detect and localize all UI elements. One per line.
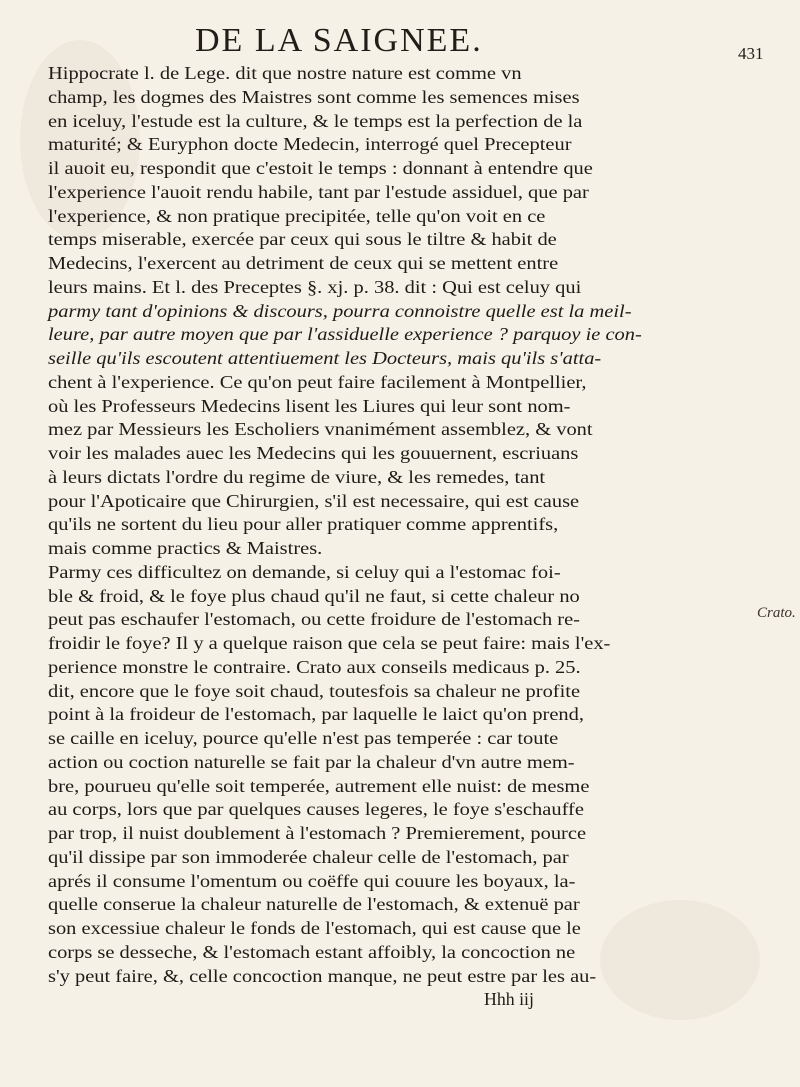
text-line: Hippocrate l. de Lege. dit que nostre nature est comme vn (48, 63, 522, 83)
text-line: qu'ils ne sortent du lieu pour aller pratiquer comme apprentifs, (48, 514, 559, 535)
text-line: l'experience l'auoit rendu habile, tant par l'estude assiduel, que par (48, 181, 589, 202)
text-line: Parmy ces difficultez on demande, si celuy qui a l'estomac foi- (48, 561, 561, 582)
text-line: chent à l'experience. Ce qu'on peut faire facilement à Montpellier, (48, 371, 587, 392)
text-line: voir les malades auec les Medecins qui les gouuernent, escriuans (48, 443, 579, 463)
text-line: qu'il dissipe par son immoderée chaleur celle de l'estomach, par (48, 846, 569, 867)
text-line: temps miserable, exercée par ceux qui sous le tiltre & habit de (48, 229, 557, 250)
text-line: champ, les dogmes des Maistres sont comme les semences mises (48, 86, 580, 107)
text-line: peut pas eschaufer l'estomach, ou cette froidure de l'estomach re- (48, 609, 580, 630)
text-line: quelle conserue la chaleur naturelle de l'estomach, & extenuë par (48, 894, 580, 915)
text-line: seille qu'ils escoutent attentiuement les Docteurs, mais qu'ils s'atta- (48, 348, 602, 368)
text-line: corps se desseche, & l'estomach estant affoibly, la concoction ne (48, 941, 576, 962)
text-line: parmy tant d'opinions & discours, pourra connoistre quelle est la meil- (48, 300, 632, 321)
text-line: l'experience, & non pratique precipitée, telle qu'on voit en ce (48, 205, 546, 226)
text-line: par trop, il nuist doublement à l'estomach ? Premierement, pource (48, 823, 587, 843)
text-line: au corps, lors que par quelques causes legeres, le foye s'eschauffe (48, 799, 584, 820)
text-line: où les Professeurs Medecins lisent les Liures qui leur sont nom- (48, 395, 571, 416)
text-line: il auoit eu, respondit que c'estoit le temps : donnant à entendre que (48, 158, 593, 178)
page-header (0, 14, 800, 62)
text-line: maturité; & Euryphon docte Medecin, interrogé quel Precepteur (48, 134, 572, 155)
signature-mark: Hhh iij (484, 989, 534, 1010)
page-number: 431 (738, 44, 764, 63)
text-line: pour l'Apoticaire que Chirurgien, s'il est necessaire, qui est cause (48, 490, 580, 511)
text-line: froidir le foye? Il y a quelque raison que cela se peut faire: mais l'ex- (48, 633, 611, 653)
text-line: se caille en iceluy, pource qu'elle n'est pas temperée : car toute (48, 728, 559, 748)
text-line: point à la froideur de l'estomach, par laquelle le laict qu'on prend, (48, 704, 585, 725)
body-text (48, 62, 710, 1012)
text-line: s'y peut faire, &, celle concoction manque, ne peut estre par les au- (48, 965, 597, 986)
margin-note: Crato. (757, 605, 796, 621)
text-line: leure, par autre moyen que par l'assiduelle experience ? parquoy ie con- (48, 324, 642, 345)
running-title: DE LA SAIGNEE. (195, 22, 483, 59)
text-line: à leurs dictats l'ordre du regime de viure, & les remedes, tant (48, 466, 546, 487)
text-line: son excessiue chaleur le fonds de l'estomach, qui est cause que le (48, 918, 581, 938)
text-line: mez par Messieurs les Escholiers vnanimément assemblez, & vont (48, 419, 593, 440)
text-line: action ou coction naturelle se fait par la chaleur d'vn autre mem- (48, 751, 575, 772)
text-line: en iceluy, l'estude est la culture, & le temps est la perfection de la (48, 110, 583, 131)
text-line: mais comme practics & Maistres. (48, 538, 323, 558)
text-line: perience monstre le contraire. Crato aux conseils medicaus p. 25. (48, 656, 581, 677)
text-line: bre, pourueu qu'elle soit temperée, autrement elle nuist: de mesme (48, 775, 590, 796)
text-line: leurs mains. Et l. des Preceptes §. xj. p. 38. dit : Qui est celuy qui (48, 276, 582, 297)
text-line: aprés il consume l'omentum ou coëffe qui couure les boyaux, la- (48, 870, 576, 891)
text-line: Medecins, l'exercent au detriment de ceux qui se mettent entre (48, 253, 559, 273)
text-line: ble & froid, & le foye plus chaud qu'il ne faut, si cette chaleur no (48, 585, 580, 606)
text-line: dit, encore que le foye soit chaud, toutesfois sa chaleur ne profite (48, 680, 581, 701)
